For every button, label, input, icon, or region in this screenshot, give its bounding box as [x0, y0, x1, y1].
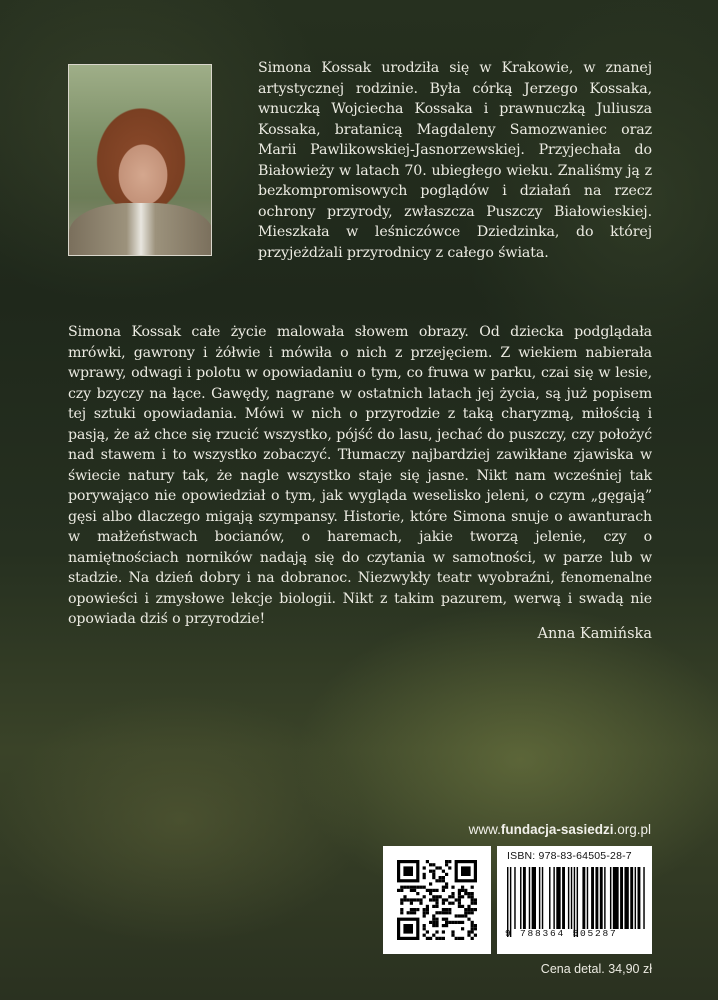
blurb-author: Anna Kamińska	[537, 626, 652, 642]
isbn-barcode-box	[497, 846, 652, 954]
website-suffix: .org.pl	[613, 822, 651, 837]
author-bio: Simona Kossak urodziła się w Krakowie, w znanej artystycznej rodzinie. Była córką Jerzego Kossaka, wnuczką Wojciecha Kossaka i prawnuczką Juliusza Kossaka, bratanicą Magdaleny Samozwaniec oraz Marii Pawlikowskiej-Jasnorzewskiej. Przyjechała do Białowieży w latach 70. ubiegłego wieku. Znaliśmy ją z bezkompromisowych poglądów i działań na rzecz ochrony przyrody, zwłaszcza Puszczy Białowieskiej. Mieszkała w leśniczówce Dziedzinka, do której przyjeżdżali przyrodnicy z całego świata.	[258, 60, 652, 261]
qr-code-graphic	[397, 860, 477, 940]
author-photo-shoulders	[69, 203, 212, 255]
isbn-label: ISBN: 978-83-64505-28-7	[507, 850, 632, 862]
ean-digits: 9 788364 505287	[505, 928, 618, 939]
publisher-website	[385, 822, 651, 837]
retail-price: Cena detal. 34,90 zł	[540, 962, 652, 976]
author-photo	[68, 64, 212, 256]
website-prefix: www.	[468, 822, 501, 837]
website-domain: fundacja-sasiedzi	[500, 822, 614, 837]
qr-code	[383, 846, 491, 954]
book-blurb: Simona Kossak całe życie malowała słowem obrazy. Od dziecka podglądała mrówki, gawrony i żółwie i mówiła o nich z przejęciem. Z wiekiem nabierała wprawy, odwagi i polotu w opowiadaniu o tym, co fruwa w parku, czai się w lesie, czy bzyczy na łące. Gawędy, nagrane w ostatnich latach jej życia, są już popisem tej sztuki opowiadania. Mówi w nich o przyrodzie z taką charyzmą, miłością i pasją, że aż chce się rzucić wszystko, pójść do lasu, jechać do puszczy, czy położyć nad stawem i to wszystko zobaczyć. Tłumaczy najbardziej zawikłane zjawiska w świecie natury tak, że nagle wszystko staje się jasne. Nikt nam wcześniej tak porywająco nie opowiedział o tym, jak wygląda weselisko jeleni, o czym „gęgają” gęsi albo dlaczego migają szympansy. Historie, które Simona snuje o awanturach w małżeństwach bocianów, o haremach, jakie tworzą jelenie, czy o namiętnościach norników nadają się do czytania w samotności, w parze lub w stadzie. Na dzień dobry i na dobranoc. Niezwykły teatr wyobraźni, fenomenalne opowieści i zmysłowe lekcje biologii. Nikt z takim pazurem, werwą i swadą nie opowiada dziś o przyrodzie!	[68, 324, 652, 627]
